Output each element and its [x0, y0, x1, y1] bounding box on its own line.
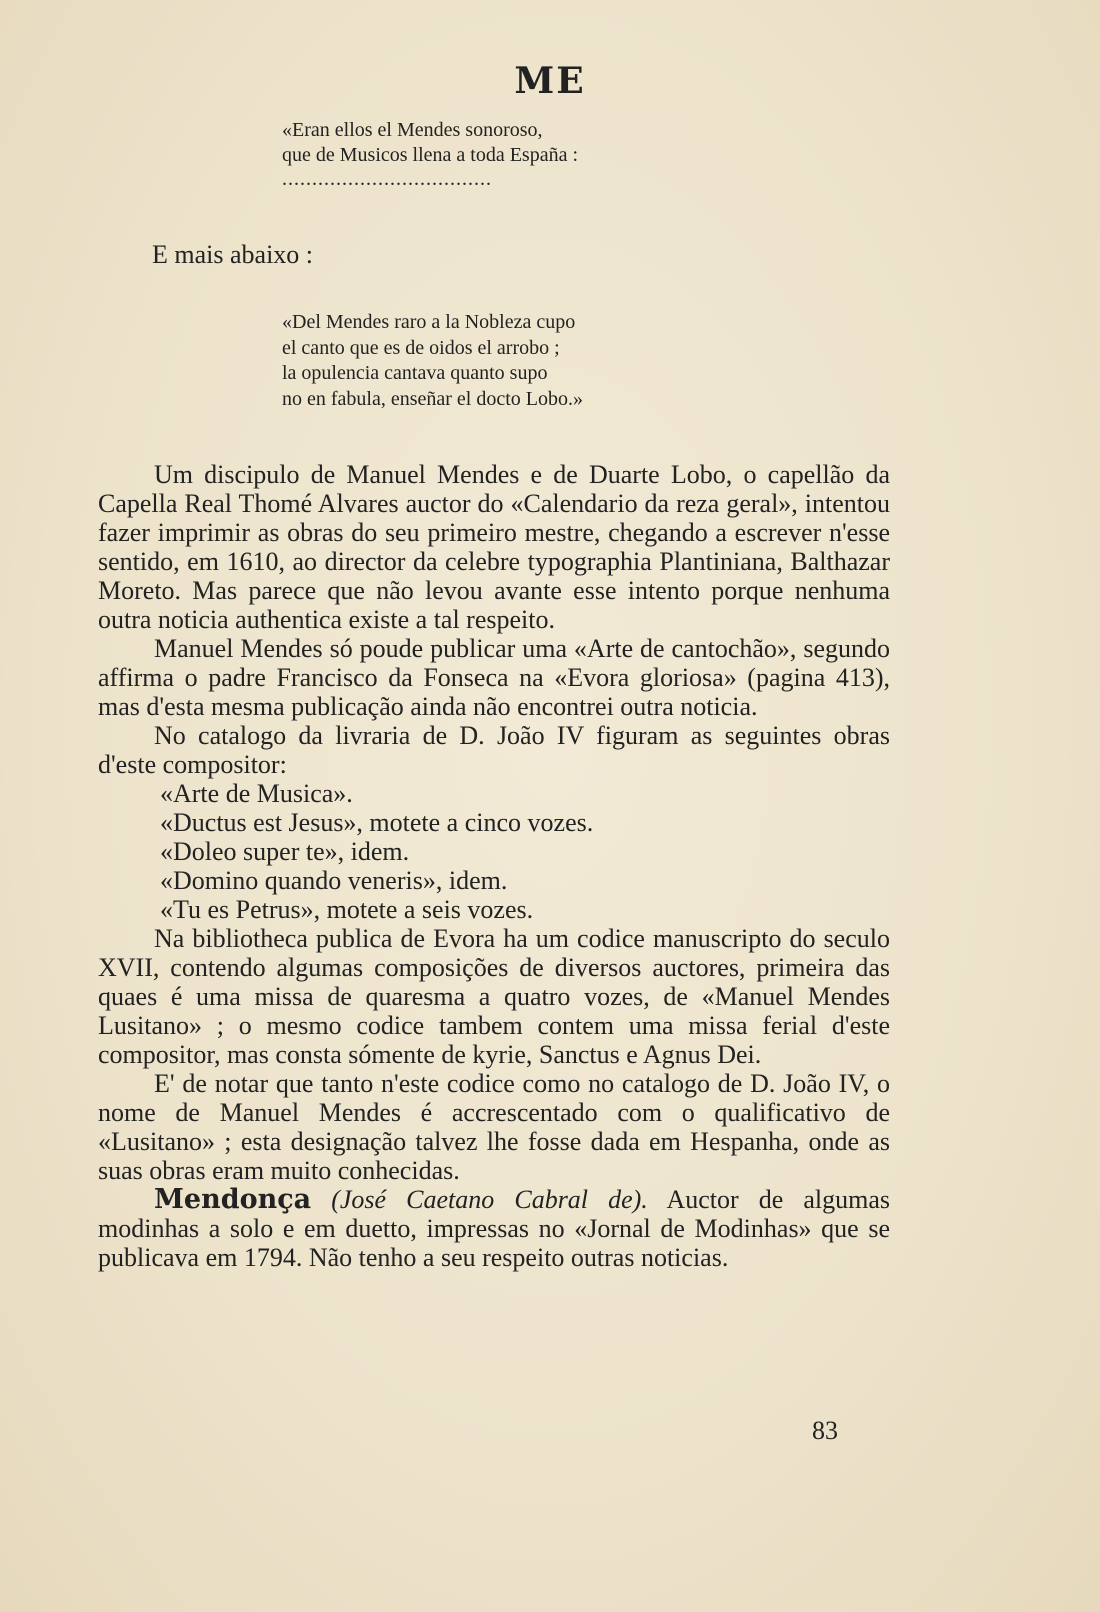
- work-item: «Doleo super te», idem.: [160, 837, 410, 866]
- paragraph: E' de notar que tanto n'este codice como no catalogo de D. João IV, o nome de Manuel Mendes é accrescentado com o qualificativo de «Lusitano» ; esta designação talvez lhe fosse dada em Hespanha, onde as suas obras eram muito conhecidas.: [98, 1069, 890, 1185]
- work-item: «Tu es Petrus», motete a seis vozes.: [160, 895, 534, 924]
- verse-quote-2: [282, 310, 583, 412]
- entry-paragraph: [98, 1185, 890, 1272]
- entry-text: Auctor de algumas modinhas a solo e em duetto, impressas no «Jornal de Modinhas» que se publicava em 1794. Não tenho a seu respeito outras noticias.: [98, 1185, 891, 1272]
- work-item: «Ductus est Jesus», motete a cinco vozes.: [160, 808, 594, 837]
- body-text: [98, 460, 890, 1272]
- verse-line: «Del Mendes raro a la Nobleza cupo: [282, 311, 576, 333]
- verse-line: que de Musicos llena a toda España :: [282, 144, 579, 166]
- paragraph: Um discipulo de Manuel Mendes e de Duarte Lobo, o capellão da Capella Real Thomé Alvares auctor do «Calendario da reza geral», intentou fazer imprimir as obras do seu primeiro mestre, chegando a escrever n'esse sentido, em 1610, ao director da celebre typographia Plantiniana, Balthazar Moreto. Mas parece que não levou avante esse intento porque nenhuma outra noticia authentica existe a tal respeito.: [98, 460, 890, 634]
- verse-line: el canto que es de oidos el arrobo ;: [282, 336, 560, 359]
- work-item: «Arte de Musica».: [160, 779, 353, 808]
- entry-subname: (José Caetano Cabral de).: [331, 1185, 648, 1214]
- page-number: 83: [812, 1416, 838, 1445]
- entry-headword: Mendonça: [154, 1184, 312, 1215]
- verse-line: la opulencia cantava quanto supo: [282, 362, 548, 384]
- ellipsis-dots: ...................................: [282, 168, 492, 190]
- paragraph: Manuel Mendes só poude publicar uma «Arte de cantochão», segundo affirma o padre Francisco da Fonseca na «Evora gloriosa» (pagina 413), mas d'esta mesma publicação ainda não encontrei outra noticia.: [98, 634, 890, 721]
- paragraph: No catalogo da livraria de D. João IV figuram as seguintes obras d'este compositor:: [98, 721, 890, 779]
- intro-line: E mais abaixo :: [152, 240, 314, 269]
- verse-quote-1: [282, 118, 578, 168]
- work-item: «Domino quando veneris», idem.: [160, 866, 508, 895]
- verse-line: no en fabula, enseñar el docto Lobo.»: [282, 387, 584, 410]
- paragraph: Na bibliotheca publica de Evora ha um codice manuscripto do seculo XVII, contendo algumas composições de diversos auctores, primeira das quaes é uma missa de quaresma a quatro vozes, de «Manuel Mendes Lusitano» ; o mesmo codice tambem contem uma missa ferial d'este compositor, mas consta sómente de kyrie, Sanctus e Agnus Dei.: [98, 924, 890, 1069]
- verse-line: «Eran ellos el Mendes sonoroso,: [282, 119, 543, 141]
- running-header: ME: [514, 60, 586, 102]
